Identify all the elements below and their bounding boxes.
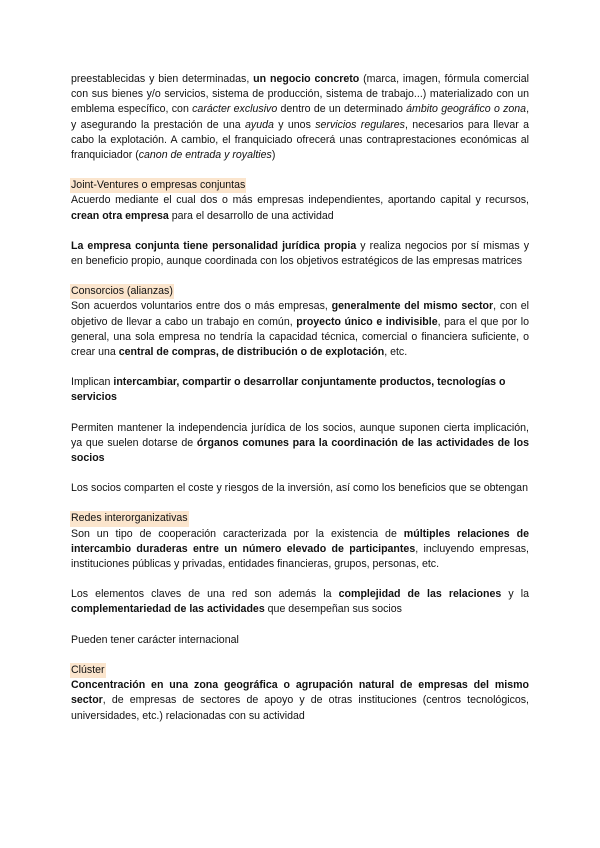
text: preestablecidas y bien determinadas,: [71, 73, 254, 85]
bold-text: generalmente del mismo sector: [331, 300, 494, 313]
text: Implican: [71, 376, 114, 389]
redes-paragraph-1: [71, 527, 529, 573]
section-heading-redes: Redes interorganizativas: [70, 511, 189, 526]
text: ): [271, 149, 276, 162]
franchise-paragraph: [71, 72, 529, 163]
text: y realiza negocios por sí mismas y en beneficio propio, aunque coordinada con los objetivos estratégicos de las empresas matrices: [71, 239, 529, 268]
text: Son un tipo de cooperación caracterizada por la existencia de: [71, 527, 404, 540]
bold-text: crean otra empresa: [71, 209, 169, 222]
text: y la: [501, 588, 530, 601]
text: y unos: [273, 118, 316, 131]
text: , de empresas de sectores de apoyo y de otras instituciones (centros tecnológicos, universidades, etc.) relacionadas con su actividad: [71, 694, 529, 722]
text: , incluyendo empresas, instituciones públicas y privadas, entidades financieras, grupos, personas, etc.: [71, 542, 529, 571]
bold-text: proyecto único e indivisible: [296, 315, 438, 328]
italic-text: servicios regulares: [315, 118, 405, 131]
italic-text: ayuda: [245, 118, 274, 131]
text: (marca, imagen, fórmula comercial con sus bienes y/o servicios, sistema de producción, sistema de trabajo...) materializado con un emblema específico, con: [71, 73, 529, 116]
bold-text: complementariedad de las actividades: [71, 603, 265, 616]
italic-text: carácter exclusivo: [192, 103, 278, 116]
text: Son acuerdos voluntarios entre dos o más empresas,: [71, 300, 332, 313]
bold-text: central de compras, de distribución o de explotación: [118, 346, 385, 359]
text: para el desarrollo de una actividad: [168, 209, 334, 222]
cluster-paragraph-1: [71, 678, 529, 724]
bold-text: Concentración en una zona geográfica o agrupación natural de empresas del mismo sector: [71, 679, 529, 707]
italic-text: ámbito geográfico o zona: [406, 103, 527, 116]
section-heading-consorcios: Consorcios (alianzas): [70, 284, 174, 299]
cons-paragraph-3: [71, 421, 529, 467]
bold-text: complejidad de las relaciones: [338, 588, 502, 601]
section-heading-cluster: Clúster: [70, 663, 106, 678]
cons-paragraph-2: [71, 375, 529, 405]
bold-text: órganos comunes para la coordinación de las actividades de los socios: [71, 436, 529, 465]
text: dentro de un determinado: [277, 103, 407, 116]
italic-text: canon de entrada y royalties: [138, 149, 272, 162]
bold-text: La empresa conjunta tiene personalidad jurídica propia: [71, 239, 357, 252]
section-heading-joint-ventures: Joint-Ventures o empresas conjuntas: [70, 178, 246, 193]
text: Pueden tener carácter internacional: [71, 633, 239, 646]
text: , con el objetivo de llevar a cabo un trabajo en común,: [71, 300, 530, 328]
text: que desempeñan sus socios: [264, 603, 402, 616]
text: Acuerdo mediante el cual dos o más empresas independientes, aportando capital y recursos,: [71, 194, 529, 207]
cons-paragraph-4: [71, 481, 529, 496]
redes-paragraph-3: [71, 633, 529, 648]
cons-paragraph-1: [71, 299, 529, 360]
bold-text: múltiples relaciones de intercambio duraderas entre un número elevado de participantes: [71, 527, 529, 555]
redes-paragraph-2: [71, 587, 529, 617]
bold-text: un negocio concreto: [253, 73, 360, 85]
text: Los elementos claves de una red son además la: [71, 588, 339, 601]
text: Permiten mantener la independencia jurídica de los socios, aunque suponen cierta implicación, ya que suelen dotarse de: [71, 421, 529, 449]
text: , para el que por lo general, una sola empresa no tendría la capacidad técnica, comercial o financiera suficiente, o crear una: [71, 315, 530, 359]
text: , y asegurando la prestación de una: [71, 103, 530, 131]
jv-paragraph-2: [71, 239, 529, 269]
text: , necesarios para llevar a cabo la explotación. A cambio, el franquiciado ofrecerá unas contraprestaciones económicas al franquiciador (: [71, 118, 529, 162]
text: , etc.: [384, 346, 408, 359]
jv-paragraph-1: [71, 193, 529, 223]
text: Los socios comparten el coste y riesgos de la inversión, así como los beneficios que se obtengan: [71, 482, 528, 495]
bold-text: intercambiar, compartir o desarrollar conjuntamente productos, tecnologías o servicios: [71, 376, 506, 404]
